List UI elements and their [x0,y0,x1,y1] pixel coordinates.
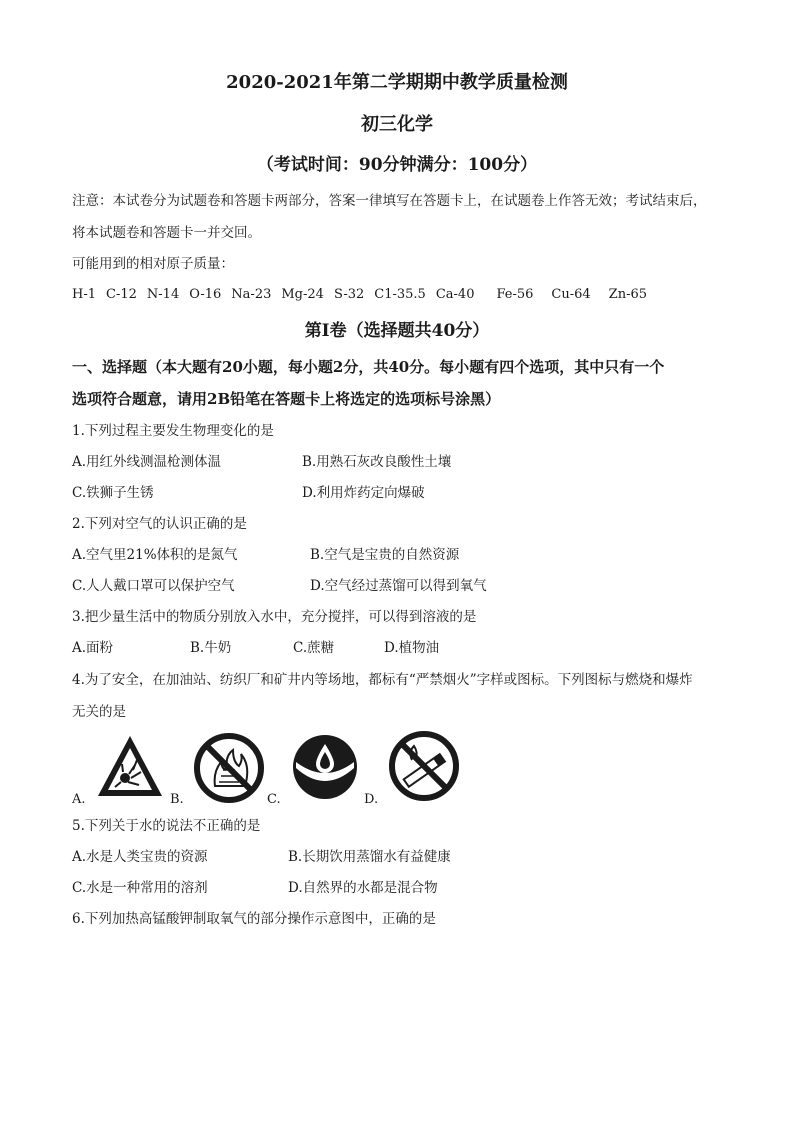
question-3-option-d: D.植物油 [384,640,440,656]
subject-title: 初三化学 [361,114,433,135]
question-5-option-d: D.自然界的水都是混合物 [288,880,438,896]
exam-time-info: （考试时间：90分钟满分：100分） [256,155,538,175]
question-4-option-c-label: C. [267,792,281,807]
question-3-stem: 3.把少量生活中的物质分别放入水中，充分搅拌，可以得到溶液的是 [72,609,477,625]
question-4-option-b-label: B. [170,792,184,807]
question-4-option-a-label: A. [72,792,86,807]
question-2-stem: 2.下列对空气的认识正确的是 [72,516,247,532]
question-1-option-a: A.用红外线测温枪测体温 [72,454,222,470]
section-title: 第Ⅰ卷（选择题共40分） [304,321,490,341]
atomic-mass-item: S-32 [333,287,365,302]
question-1-stem: 1.下列过程主要发生物理变化的是 [72,423,274,439]
notice-line-2: 将本试题卷和答题卡一并交回。 [72,225,261,241]
atomic-mass-item: C1-35.5 [374,287,426,302]
atomic-mass-item: Ca-40 [435,287,475,302]
atomic-mass-list [72,286,657,304]
question-5-option-b: B.长期饮用蒸馏水有益健康 [288,849,451,865]
question-2-option-a: A.空气里21%体积的是氮气 [72,547,238,563]
water-saving-icon [290,732,360,802]
question-5-option-a: A.水是人类宝贵的资源 [72,849,208,865]
question-2-option-b: B.空气是宝贵的自然资源 [310,547,460,563]
exam-title: 2020-2021年第二学期期中教学质量检测 [226,72,568,93]
explosive-warning-icon [95,732,165,802]
atomic-mass-label: 可能用到的相对原子质量： [72,256,234,272]
section-instruction-line-2: 选项符合题意，请用2B铅笔在答题卡上将选定的选项标号涂黑） [72,390,501,408]
atomic-mass-item: Fe-56 [496,287,534,302]
atomic-mass-item: N-14 [146,287,180,302]
question-6-stem: 6.下列加热高锰酸钾制取氧气的部分操作示意图中，正确的是 [72,911,436,927]
question-4-option-d-label: D. [364,792,379,807]
question-2-option-c: C.人人戴口罩可以保护空气 [72,578,235,594]
question-3-option-c: C.蔗糖 [293,640,335,656]
question-4-stem-line-2: 无关的是 [72,704,126,720]
no-smoking-icon [388,730,460,802]
no-burning-icon [193,732,265,804]
atomic-mass-item: Na-23 [231,287,272,302]
question-3-option-a: A.面粉 [72,640,114,656]
question-2-option-d: D.空气经过蒸馏可以得到氧气 [310,578,487,594]
question-1-option-d: D.利用炸药定向爆破 [302,485,425,501]
atomic-mass-item: C-12 [106,287,137,302]
atomic-mass-item: Cu-64 [551,287,591,302]
section-instruction-line-1: 一、选择题（本大题有20小题，每小题2分，共40分。每小题有四个选项，其中只有一个 [72,358,665,376]
question-3-option-b: B.牛奶 [190,640,232,656]
atomic-mass-item: H-1 [72,287,97,302]
atomic-mass-item: Zn-65 [608,287,648,302]
question-5-stem: 5.下列关于水的说法不正确的是 [72,818,261,834]
question-4-stem-line-1: 4.为了安全，在加油站、纺织厂和矿井内等场地，都标有“严禁烟火”字样或图标。下列图标与燃烧和爆炸 [72,672,693,688]
atomic-mass-item: Mg-24 [281,287,324,302]
atomic-mass-item: O-16 [189,287,222,302]
question-1-option-b: B.用熟石灰改良酸性土壤 [302,454,452,470]
question-5-option-c: C.水是一种常用的溶剂 [72,880,208,896]
question-1-option-c: C.铁狮子生锈 [72,485,154,501]
notice-line-1: 注意：本试卷分为试题卷和答题卡两部分，答案一律填写在答题卡上，在试题卷上作答无效；考试结束后， [72,193,707,209]
